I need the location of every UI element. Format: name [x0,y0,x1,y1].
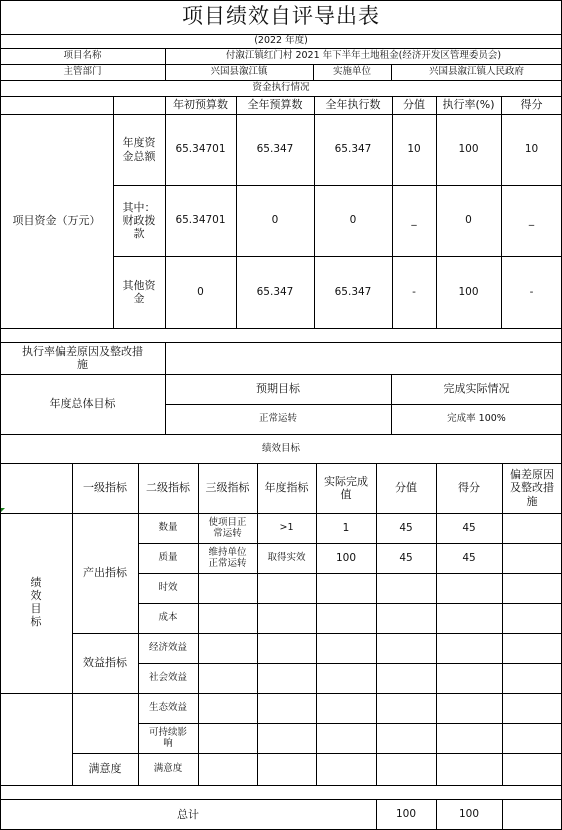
grid-line [0,434,562,435]
level1-label: 产出指标 [83,566,127,580]
deviation-label: 执行率偏差原因及整改措 施 [22,344,143,371]
total-score-value: 100 [395,808,417,821]
grid-line [391,374,392,434]
fund-cell: 0 [465,214,472,227]
expected-goal-value: 正常运转 [258,413,297,425]
fund-cell: - [529,285,534,298]
dept-label: 主管部门 [63,66,102,78]
grid-line [0,34,562,35]
level2-label: 成本 [158,612,178,624]
grid-line [0,374,562,375]
grid-line [0,80,562,81]
expected-goal-header: 预期目标 [256,382,300,396]
funds-header: 分值 [403,98,425,112]
fund-row-label: 年度资 金总额 [122,136,156,163]
grid-line [138,663,562,664]
score-value-cell: 45 [399,521,413,534]
unit-value: 兴国县溆江镇人民政府 [428,66,524,78]
level2-label: 生态效益 [148,702,187,714]
level2-label: 时效 [158,582,178,594]
grid-line [0,513,562,514]
grid-line [376,463,377,785]
fund-cell: 65.34701 [175,143,226,156]
fund-cell: 0 [271,214,279,227]
funds-section-title: 资金执行情况 [252,82,310,94]
grid-line [72,463,73,785]
grid-line [391,64,392,80]
annual-indicator-cell: 取得实效 [267,552,306,564]
grid-line [501,96,502,328]
grid-line [138,463,139,785]
grid-line [376,799,377,830]
grid-line [165,342,166,434]
grid-line [436,96,437,328]
grid-line [0,785,562,786]
level3-cell: 使项目正 常运转 [208,516,247,539]
grid-line [502,799,503,830]
total-label: 总计 [177,807,199,821]
grid-line [502,463,503,785]
grid-line [113,256,562,257]
grid-line [72,753,562,754]
funds-header: 全年预算数 [247,98,303,112]
annual-indicator-cell: >1 [279,522,294,534]
grid-line [0,463,562,464]
fund-row-label: 其他资 金 [122,278,156,305]
grid-line [236,96,237,328]
level3-cell: 维持单位 正常运转 [208,546,247,569]
fund-cell: _ [411,214,417,227]
fund-row-label: 其中： 财政拨 款 [122,200,156,241]
fund-cell: 65.34701 [175,214,226,227]
grid-line [165,404,562,405]
grid-line [0,693,562,694]
actual-result-value: 完成率 100% [447,413,506,425]
funds-group-label: 项目资金（万元） [12,214,101,228]
grid-line [138,603,562,604]
level1-label: 效益指标 [83,656,127,670]
grid-line [138,723,562,724]
grid-line [113,185,562,186]
fund-cell: 100 [458,285,479,298]
fund-cell: 10 [407,143,421,156]
funds-header: 执行率(%) [442,98,495,112]
level2-label: 满意度 [153,763,183,775]
fund-cell: 10 [524,143,539,156]
project-name-label: 项目名称 [63,50,102,62]
grid-line [165,48,166,80]
performance-section-title: 绩效目标 [261,442,300,454]
actual-value-cell: 100 [335,551,357,564]
funds-header: 得分 [520,98,543,112]
perf-header: 三级指标 [205,481,250,495]
level2-label: 质量 [158,552,178,564]
project-name-value: 付溆江镇红门村 2021 年下半年土地租金(经济开发区管理委员会) [225,50,502,62]
score-value-cell: 45 [399,551,413,564]
year-label: (2022 年度) [254,35,308,47]
performance-side-label: 绩 效 目 标 [30,575,42,629]
fund-cell: - [412,285,416,298]
fund-cell: 100 [458,143,479,156]
funds-header: 全年执行数 [325,98,381,112]
grid-line [138,543,562,544]
level2-label: 可持续影 响 [148,726,187,749]
fund-cell: 65.347 [256,285,294,298]
level2-label: 经济效益 [148,642,187,654]
fund-cell: 65.347 [256,143,294,156]
grid-line [0,0,1,830]
annual-goal-label: 年度总体目标 [49,397,116,411]
grid-line [257,463,258,785]
total-score: 100 [458,808,480,821]
fund-cell: 0 [349,214,357,227]
fund-cell: 65.347 [334,143,372,156]
grid-line [113,96,114,328]
grid-line [0,48,562,49]
grid-line [0,96,562,97]
level2-label: 数量 [158,522,178,534]
perf-header: 年度指标 [264,481,309,495]
grid-line [0,64,562,65]
actual-value-cell: 1 [342,521,350,534]
grid-line [313,64,314,80]
perf-header: 二级指标 [146,481,190,495]
perf-header: 偏差原因 及整改措 施 [510,468,554,508]
grid-line [138,573,562,574]
perf-header: 一级指标 [83,481,127,495]
level2-label: 社会效益 [148,672,187,684]
score-cell: 45 [462,521,476,534]
grid-line [165,96,166,328]
score-cell: 45 [462,551,476,564]
dept-value: 兴国县溆江镇 [210,66,268,78]
perf-header: 分值 [395,481,417,495]
funds-header: 年初预算数 [173,98,228,112]
grid-line [0,0,562,1]
fund-cell: 0 [197,285,204,298]
page-title: 项目绩效自评导出表 [182,4,380,29]
actual-result-header: 完成实际情况 [443,382,510,396]
grid-line [392,96,393,328]
grid-line [436,463,437,785]
grid-line [198,463,199,785]
fund-cell: 65.347 [334,285,372,298]
grid-line [0,114,562,115]
unit-label: 实施单位 [332,66,371,78]
fund-cell: _ [528,214,535,227]
grid-line [314,96,315,328]
level1-label: 满意度 [88,762,122,776]
perf-header: 得分 [458,481,480,495]
grid-line [316,463,317,785]
grid-line [0,328,562,329]
perf-header: 实际完成 值 [324,474,368,501]
grid-line [0,342,562,343]
grid-line [436,799,437,830]
grid-line [72,633,562,634]
grid-line [0,799,562,800]
